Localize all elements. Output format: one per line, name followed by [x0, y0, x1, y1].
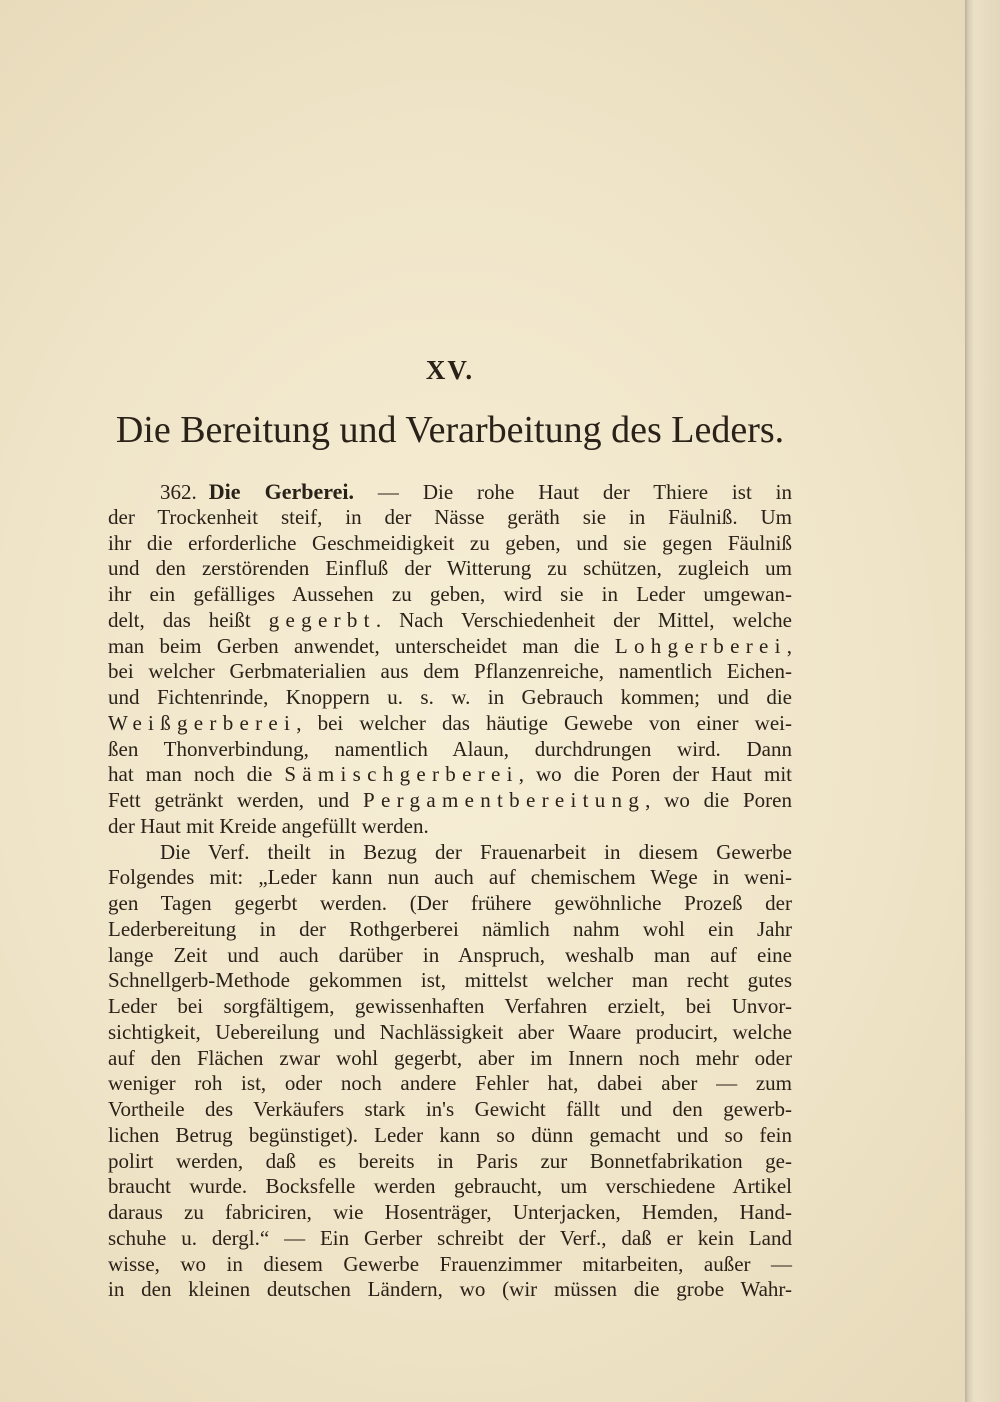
paragraph [108, 840, 792, 1304]
text-run: hat man noch die [108, 762, 285, 787]
text-run: braucht wurde. Bocksfelle werden gebraucht, um verschiedene Artikel [108, 1174, 792, 1199]
text-run: Vortheile des Verkäufers stark in's Gewicht fällt und den gewerb- [108, 1097, 792, 1121]
text-line [108, 711, 792, 737]
text-line [108, 1226, 792, 1252]
text-body [108, 479, 792, 1303]
text-line [108, 788, 792, 814]
text-line [108, 582, 792, 608]
text-run: man beim Gerben anwendet, unterscheidet man die [108, 633, 615, 658]
paragraph [108, 479, 792, 840]
text-line [108, 479, 792, 505]
text-run: in den kleinen deutschen Ländern, wo (wir müssen die grobe Wahr- [108, 1277, 792, 1302]
text-run: bei welcher Gerbmaterialien aus dem Pflanzenreiche, namentlich Eichen- [108, 659, 792, 684]
text-line [108, 531, 792, 557]
text-line [108, 1149, 792, 1175]
chapter-title: Die Bereitung und Verarbeitung des Leders. [115, 409, 785, 451]
text-run: wisse, wo in diesem Gewerbe Frauenzimmer mitarbeiten, außer — [108, 1251, 792, 1276]
text-line [108, 659, 792, 685]
text-line [108, 505, 792, 531]
text-line [108, 840, 792, 866]
text-run: auf den Flächen zwar wohl gegerbt, aber im Innern noch mehr oder [108, 1045, 792, 1070]
chapter-number: XV. [425, 355, 475, 385]
text-line [108, 814, 792, 840]
text-line [108, 943, 792, 969]
text-run: , wo die Poren [645, 788, 792, 812]
text-run: der Trockenheit steif, in der Nässe geräth sie in Fäulniß. Um [108, 504, 792, 529]
text-line [108, 994, 792, 1020]
text-line [108, 891, 792, 917]
text-run: ihr ein gefälliges Aussehen zu geben, wird sie in Leder umgewan- [108, 582, 792, 606]
text-run: . Nach Verschiedenheit der Mittel, welche [375, 607, 792, 632]
spaced-term: Lohgerberei [614, 633, 787, 658]
text-run: polirt werden, daß es bereits in Paris zur Bonnetfabrikation ge- [108, 1148, 792, 1173]
text-line [108, 685, 792, 711]
text-line [108, 556, 792, 582]
text-line [108, 1097, 792, 1123]
text-run: gen Tagen gegerbt werden. (Der frühere gewöhnliche Prozeß der [108, 891, 792, 915]
spaced-term: Sämischgerberei [284, 762, 519, 787]
text-line [108, 1071, 792, 1097]
text-run: sichtigkeit, Uebereilung und Nachlässigkeit aber Waare producirt, welche [108, 1019, 792, 1044]
text-run: schuhe u. dergl.“ — Ein Gerber schreibt der Verf., daß er kein Land [108, 1225, 792, 1250]
section-number: 362. [160, 480, 197, 504]
text-line [108, 1174, 792, 1200]
text-line [108, 865, 792, 891]
text-run: ßen Thonverbindung, namentlich Alaun, durchdrungen wird. Dann [108, 736, 792, 761]
text-line [108, 1277, 792, 1303]
spaced-term: gegerbt [268, 607, 376, 632]
text-run: daraus zu fabriciren, wie Hosenträger, Unterjacken, Hemden, Hand- [108, 1200, 792, 1224]
spaced-term: Weißgerberei [108, 710, 297, 735]
text-run: Leder bei sorgfältigem, gewissenhaften Verfahren erzielt, bei Unvor- [108, 994, 792, 1018]
text-run: lange Zeit und auch darüber in Anspruch, weshalb man auf eine [108, 942, 792, 967]
text-line [108, 1046, 792, 1072]
text-line [108, 1020, 792, 1046]
text-run: , bei welcher das häutige Gewebe von einer wei- [296, 710, 792, 735]
text-line [108, 737, 792, 763]
text-run: , wo die Poren der Haut mit [518, 762, 792, 787]
text-line [108, 917, 792, 943]
text-run: und Fichtenrinde, Knoppern u. s. w. in Gebrauch kommen; und die [108, 685, 792, 709]
text-run: ihr die erforderliche Geschmeidigkeit zu geben, und sie gegen Fäulniß [108, 530, 792, 555]
text-run: delt, das heißt [108, 607, 269, 632]
page-edge [965, 0, 1000, 1402]
text-run: Die Verf. theilt in Bezug der Frauenarbeit in diesem Gewerbe [160, 839, 792, 864]
text-line [108, 1123, 792, 1149]
section-title: Die Gerberei. [208, 479, 355, 504]
text-run: Lederbereitung in der Rothgerberei nämlich nahm wohl ein Jahr [108, 916, 792, 941]
text-run: weniger roh ist, oder noch andere Fehler hat, dabei aber — zum [108, 1071, 792, 1096]
text-line [108, 608, 792, 634]
text-run: , [786, 633, 792, 658]
text-run: und den zerstörenden Einfluß der Witterung zu schützen, zugleich um [108, 556, 792, 581]
text-line [108, 762, 792, 788]
text-run: Folgendes mit: „Leder kann nun auch auf chemischem Wege in weni- [108, 865, 792, 890]
text-line [108, 1252, 792, 1278]
text-line [108, 1200, 792, 1226]
text-run: der Haut mit Kreide angefüllt werden. [108, 813, 429, 838]
text-line [108, 968, 792, 994]
text-run: Fett getränkt werden, und [108, 788, 364, 812]
text-run: lichen Betrug begünstiget). Leder kann so dünn gemacht und so fein [108, 1122, 792, 1147]
text-line [108, 634, 792, 660]
text-run: Schnellgerb-Methode gekommen ist, mittelst welcher man recht gutes [108, 968, 792, 993]
text-run: — Die rohe Haut der Thiere ist in [354, 480, 792, 504]
spaced-term: Pergamentbereitung [363, 788, 646, 812]
